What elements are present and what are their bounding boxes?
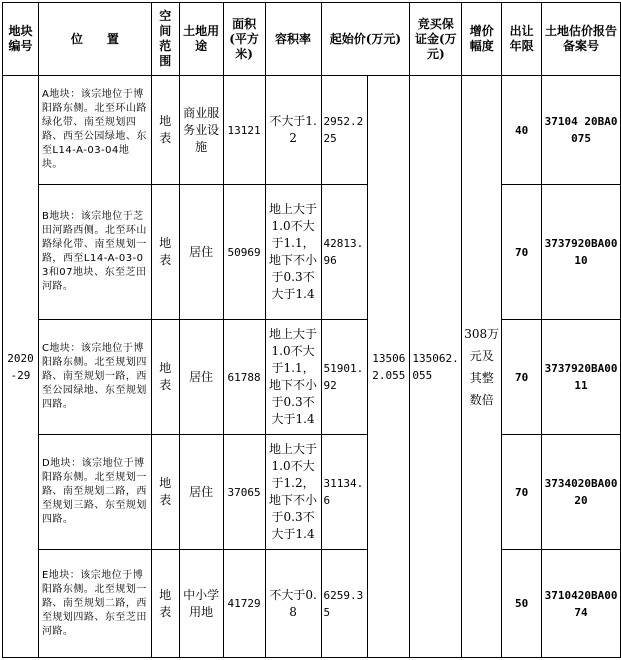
location-cell: C地块：该宗地位于博阳路东侧。北至规划四路、南至规划一路，西至公园绿地、东至规划四路。	[38, 320, 151, 435]
header-row	[3, 3, 621, 76]
header-deposit: 竞买保证金(万元)	[410, 3, 462, 76]
filing-cell: 3737920BA0011	[542, 320, 621, 435]
header-plot-ratio: 容积率	[265, 3, 321, 76]
location-cell: A地块：该宗地位于博阳路东侧。北至环山路绿化带、南至规划四路、西至公园绿地、东至L14-A-03-04地块。	[38, 76, 151, 185]
start-price-cell: 31134.6	[321, 435, 368, 550]
start-price-cell: 51901.92	[321, 320, 368, 435]
spatial-cell: 地表	[151, 435, 179, 550]
area-cell: 50969	[223, 185, 265, 320]
land-use-cell: 居住	[179, 185, 223, 320]
location-cell: B地块：该宗地位于芝田河路西侧。北至环山路绿化带、南至规划一路，西至L14-A-03-03和07地块、东至芝田河路。	[38, 185, 151, 320]
header-filing: 土地估价报告备案号	[542, 3, 621, 76]
header-increment: 增价幅度	[462, 3, 502, 76]
location-cell: E地块：该宗地位于博阳路东侧。北至规划一路、南至规划二路，西至规划四路、东至芝田河路。	[38, 550, 151, 658]
filing-cell: 37104 20BA0075	[542, 76, 621, 185]
plot-ratio-cell: 地上大于1.0不大于1.1，地下不小于0.3不大于1.4	[265, 320, 321, 435]
block-no-cell: 2020-29	[3, 76, 39, 658]
land-auction-table	[2, 2, 621, 658]
area-cell: 61788	[223, 320, 265, 435]
term-cell: 70	[502, 320, 542, 435]
location-cell: D地块：该宗地位于博阳路东侧。北至规划一路、南至规划二路，西至规划三路、东至规划四路。	[38, 435, 151, 550]
term-cell: 70	[502, 185, 542, 320]
deposit-cell: 135062.055	[410, 76, 462, 658]
header-spatial: 空间范围	[151, 3, 179, 76]
start-price-cell: 42813.96	[321, 185, 368, 320]
table-row	[3, 550, 621, 658]
land-use-cell: 中小学用地	[179, 550, 223, 658]
header-location: 位 置	[38, 3, 151, 76]
table-row	[3, 185, 621, 320]
land-use-cell: 居住	[179, 435, 223, 550]
plot-ratio-cell: 地上大于1.0不大于1.2，地下不小于0.3不大于1.4	[265, 435, 321, 550]
start-price-cell: 6259.35	[321, 550, 368, 658]
filing-cell: 3710420BA0074	[542, 550, 621, 658]
filing-cell: 3734020BA0020	[542, 435, 621, 550]
spatial-cell: 地表	[151, 185, 179, 320]
land-use-cell: 居住	[179, 320, 223, 435]
header-term: 出让年限	[502, 3, 542, 76]
start-price-cell: 2952.225	[321, 76, 368, 185]
header-start-price: 起始价(万元)	[321, 3, 410, 76]
term-cell: 50	[502, 550, 542, 658]
spatial-cell: 地表	[151, 320, 179, 435]
header-land-use: 土地用途	[179, 3, 223, 76]
plot-ratio-cell: 不大于0.8	[265, 550, 321, 658]
header-block-no: 地块编号	[3, 3, 39, 76]
table-row	[3, 320, 621, 435]
area-cell: 37065	[223, 435, 265, 550]
area-cell: 13121	[223, 76, 265, 185]
spatial-cell: 地表	[151, 76, 179, 185]
plot-ratio-cell: 地上大于1.0不大于1.1，地下不小于0.3不大于1.4	[265, 185, 321, 320]
table-row	[3, 435, 621, 550]
filing-cell: 3737920BA0010	[542, 185, 621, 320]
total-start-price-cell: 135062.055	[368, 76, 410, 658]
increment-cell: 308万元及其整数倍	[462, 76, 502, 658]
area-cell: 41729	[223, 550, 265, 658]
term-cell: 70	[502, 435, 542, 550]
header-area: 面积(平方米)	[223, 3, 265, 76]
plot-ratio-cell: 不大于1.2	[265, 76, 321, 185]
spatial-cell: 地表	[151, 550, 179, 658]
term-cell: 40	[502, 76, 542, 185]
land-use-cell: 商业服务业设施	[179, 76, 223, 185]
table-row	[3, 76, 621, 185]
